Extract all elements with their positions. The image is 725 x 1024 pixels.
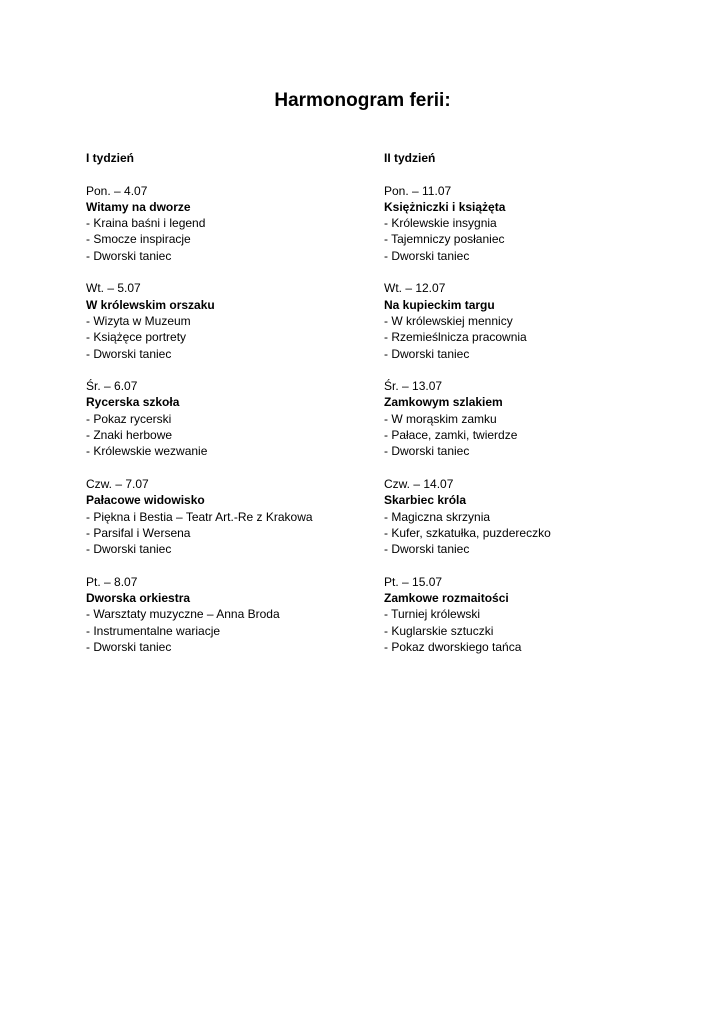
activity-item: - Kuglarskie sztuczki xyxy=(384,623,494,638)
activity-item: - Dworski taniec xyxy=(384,346,470,361)
activity-list xyxy=(384,509,684,558)
activity-item: - Instrumentalne wariacje xyxy=(86,623,221,638)
activity-item: - Dworski taniec xyxy=(384,444,470,459)
day-block-wednesday xyxy=(384,378,684,459)
activity-item: - W morąskim zamku xyxy=(384,411,497,426)
activity-item: - Dworski taniec xyxy=(86,542,172,557)
day-theme: Księżniczki i książęta xyxy=(384,199,506,214)
activity-list xyxy=(86,411,386,460)
day-theme: Na kupieckim targu xyxy=(384,297,495,312)
page-title: Harmonogram ferii: xyxy=(274,90,451,111)
day-block-thursday xyxy=(384,476,684,557)
day-date: Pon. – 4.07 xyxy=(86,183,148,198)
activity-item: - Kufer, szkatułka, puzdereczko xyxy=(384,525,551,540)
activity-item: - Piękna i Bestia – Teatr Art.-Re z Krakowa xyxy=(86,509,313,524)
week-heading: I tydzień xyxy=(86,151,135,165)
week-column-2 xyxy=(384,150,684,655)
activity-item: - Dworski taniec xyxy=(86,639,172,654)
activity-item: - Książęce portrety xyxy=(86,330,187,345)
activity-list xyxy=(384,215,684,264)
day-block-friday xyxy=(384,574,684,655)
day-theme: Skarbiec króla xyxy=(384,493,467,508)
activity-item: - Turniej królewski xyxy=(384,607,481,622)
activity-item: - Kraina baśni i legend xyxy=(86,216,206,231)
day-block-tuesday xyxy=(86,280,386,361)
day-theme: Rycerska szkoła xyxy=(86,395,180,410)
day-date: Pt. – 8.07 xyxy=(86,574,138,589)
activity-item: - Królewskie wezwanie xyxy=(86,444,208,459)
activity-item: - Znaki herbowe xyxy=(86,428,173,443)
activity-item: - Królewskie insygnia xyxy=(384,216,497,231)
activity-item: - Dworski taniec xyxy=(384,542,470,557)
activity-item: - Dworski taniec xyxy=(384,248,470,263)
day-block-monday xyxy=(86,183,386,264)
activity-list xyxy=(86,215,386,264)
activity-list xyxy=(384,313,684,362)
day-date: Czw. – 14.07 xyxy=(384,476,454,491)
activity-list xyxy=(86,606,386,655)
activity-item: - Pokaz rycerski xyxy=(86,411,172,426)
activity-item: - Smocze inspiracje xyxy=(86,232,191,247)
activity-list xyxy=(384,411,684,460)
day-date: Wt. – 5.07 xyxy=(86,281,141,296)
activity-item: - W królewskiej mennicy xyxy=(384,313,513,328)
day-theme: Witamy na dworze xyxy=(86,199,191,214)
activity-list xyxy=(384,606,684,655)
day-date: Wt. – 12.07 xyxy=(384,281,446,296)
day-theme: Zamkowe rozmaitości xyxy=(384,591,509,606)
week-heading: II tydzień xyxy=(384,151,436,165)
activity-item: - Dworski taniec xyxy=(86,248,172,263)
day-block-monday xyxy=(384,183,684,264)
week-column-1 xyxy=(86,150,386,655)
day-block-wednesday xyxy=(86,378,386,459)
activity-item: - Magiczna skrzynia xyxy=(384,509,491,524)
day-date: Pt. – 15.07 xyxy=(384,574,443,589)
activity-list xyxy=(86,313,386,362)
day-block-thursday xyxy=(86,476,386,557)
activity-item: - Tajemniczy posłaniec xyxy=(384,232,505,247)
day-date: Pon. – 11.07 xyxy=(384,183,452,198)
activity-item: - Warsztaty muzyczne – Anna Broda xyxy=(86,607,280,622)
day-date: Czw. – 7.07 xyxy=(86,476,149,491)
activity-item: - Parsifal i Wersena xyxy=(86,525,191,540)
day-date: Śr. – 13.07 xyxy=(384,379,443,394)
day-theme: Zamkowym szlakiem xyxy=(384,395,503,410)
day-theme: W królewskim orszaku xyxy=(86,297,215,312)
day-date: Śr. – 6.07 xyxy=(86,379,138,394)
activity-item: - Dworski taniec xyxy=(86,346,172,361)
activity-item: - Wizyta w Muzeum xyxy=(86,313,191,328)
day-theme: Dworska orkiestra xyxy=(86,591,191,606)
activity-item: - Pałace, zamki, twierdze xyxy=(384,428,518,443)
activity-item: - Pokaz dworskiego tańca xyxy=(384,639,522,654)
activity-item: - Rzemieślnicza pracownia xyxy=(384,330,527,345)
day-theme: Pałacowe widowisko xyxy=(86,493,205,508)
activity-list xyxy=(86,509,386,558)
day-block-friday xyxy=(86,574,386,655)
day-block-tuesday xyxy=(384,280,684,361)
